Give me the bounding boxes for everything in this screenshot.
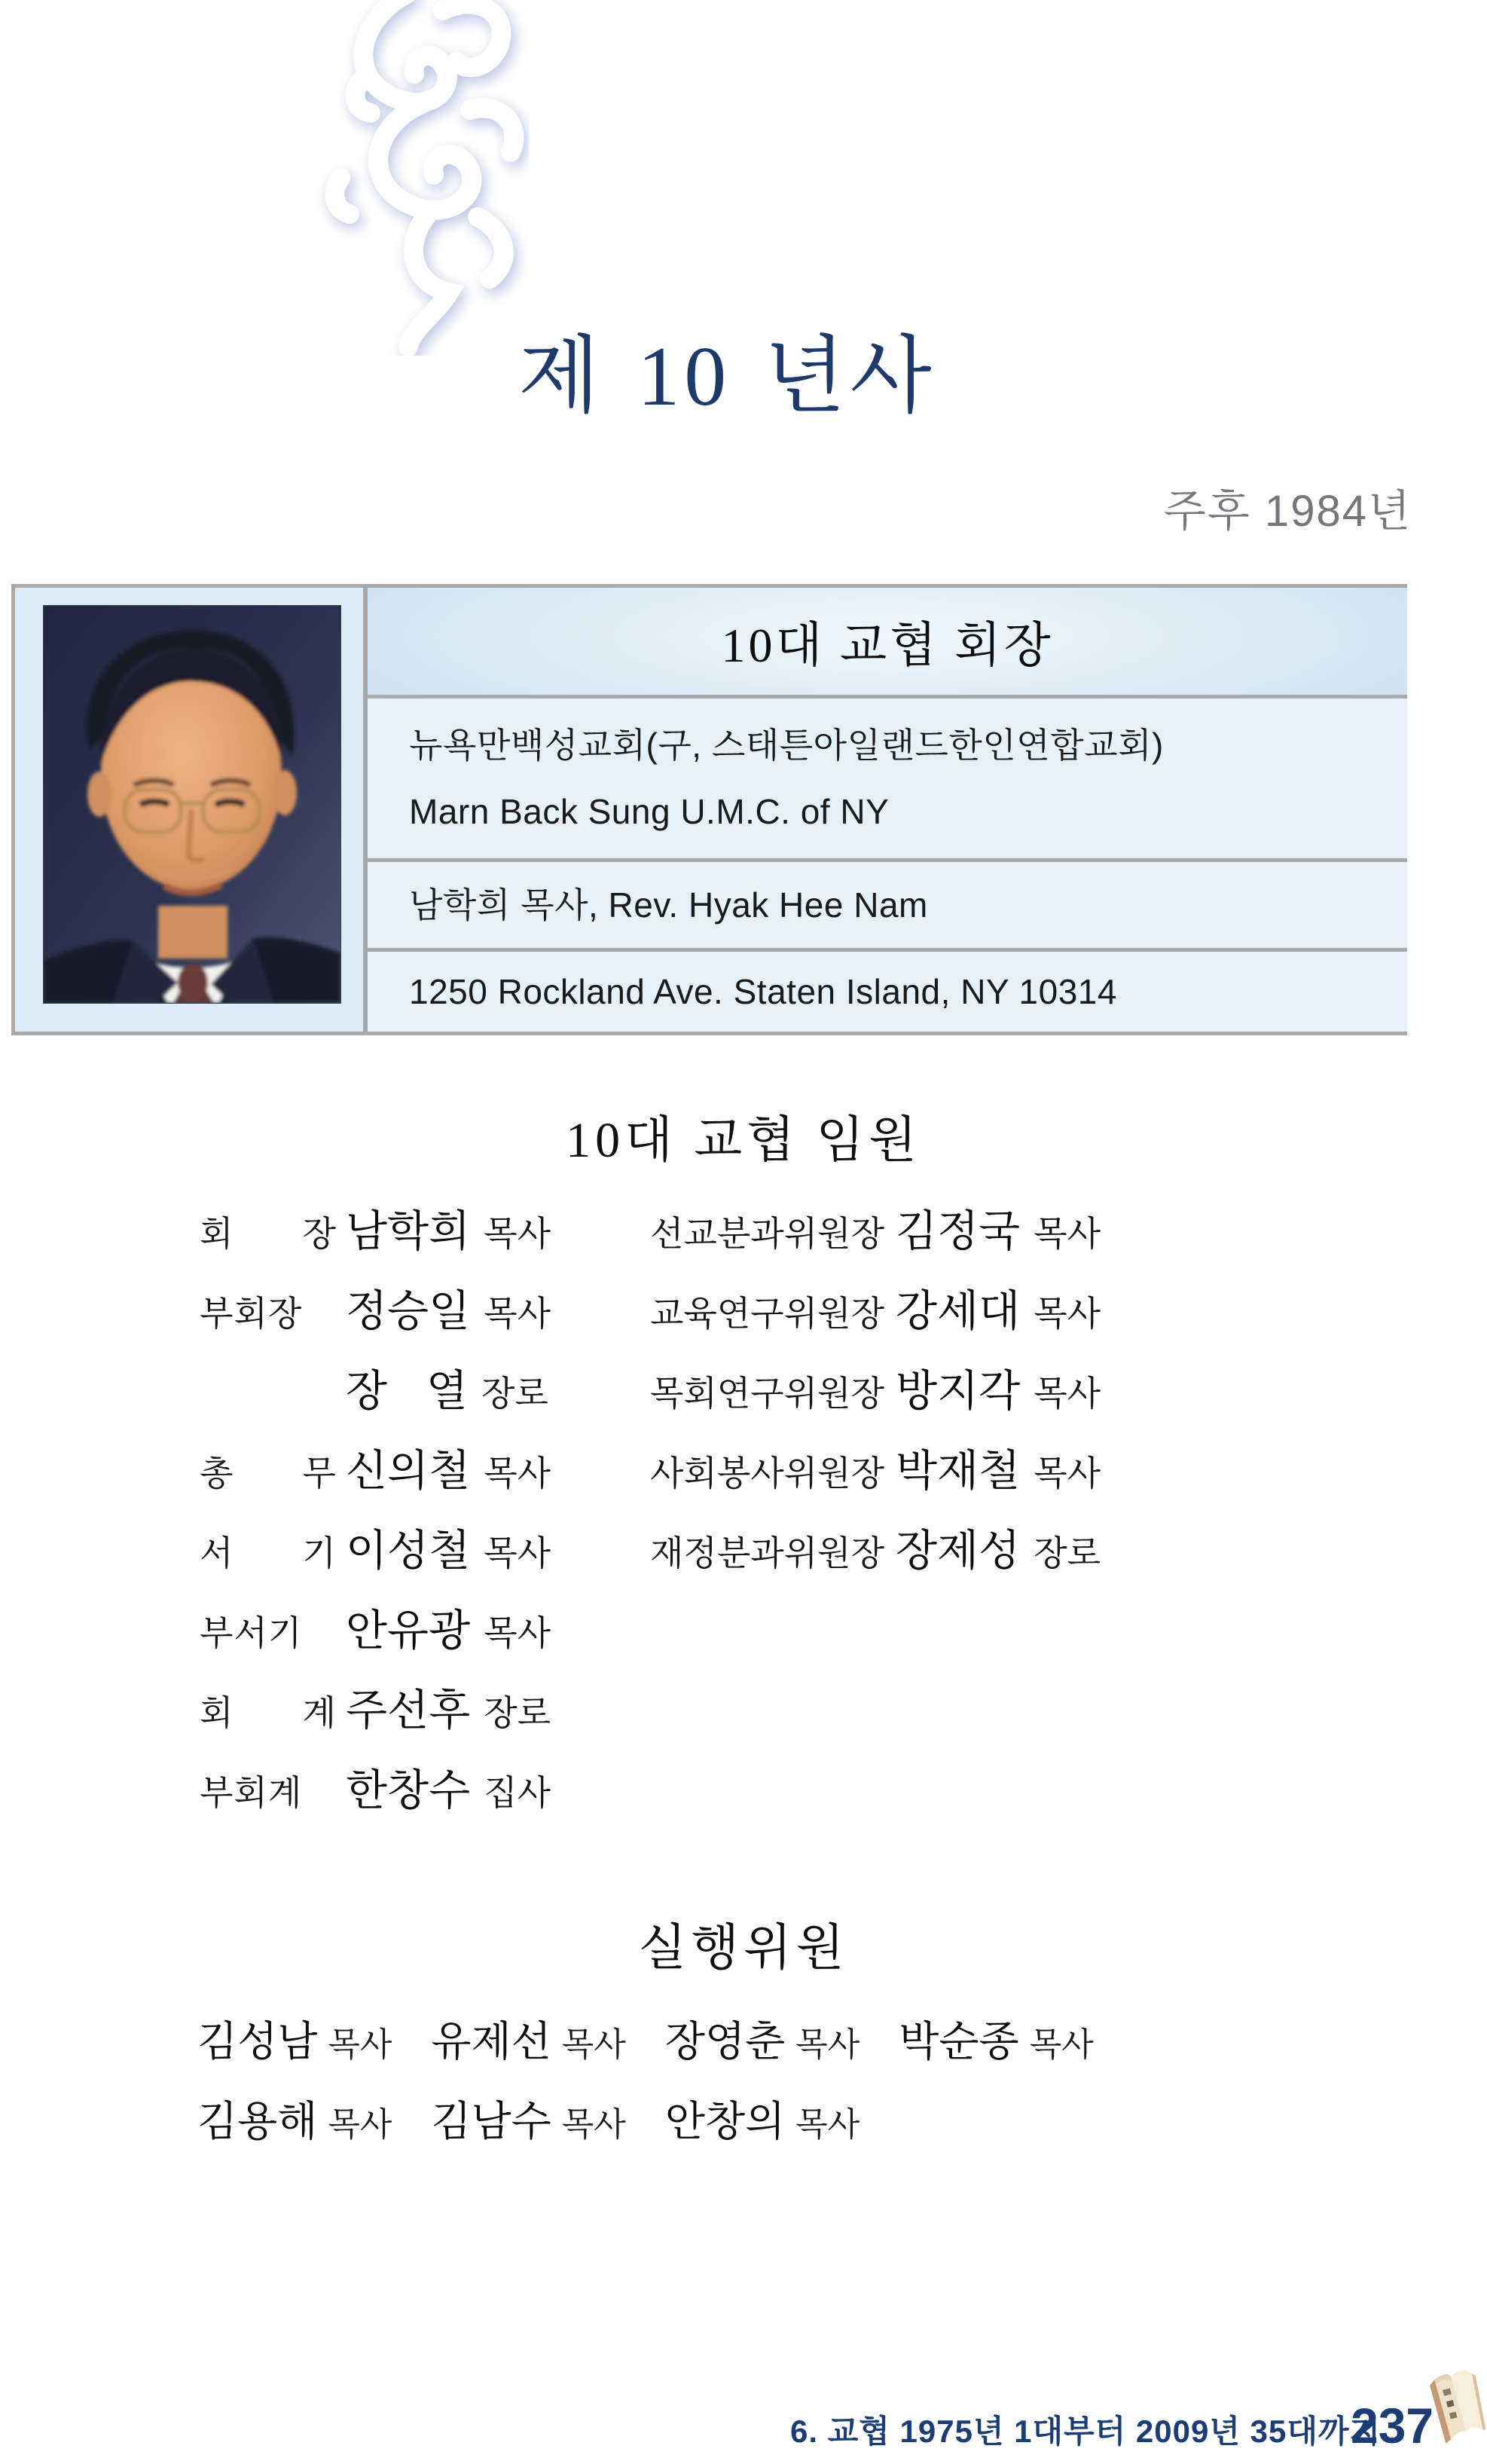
executive-section-title: 실행위원 [638,1921,849,1976]
officer-name: 신의철 [346,1448,471,1495]
officer-role: 부회장 [200,1294,303,1333]
pastor-name-cell [368,862,1407,948]
church-name-cell [368,699,1407,858]
member-suffix: 목사 [561,2106,626,2143]
church-name-english: Marn Back Sung U.M.C. of NY [409,792,890,831]
officer-name: 주선후 [346,1687,471,1735]
officer-suffix: 집사 [484,1774,551,1812]
officer-name: 장 열 [346,1368,468,1415]
president-info-column [368,588,1407,1032]
officer-role: 총 무 [200,1454,337,1493]
president-card [11,584,1407,1035]
year-subtitle: 주후 1984년 [1163,487,1412,536]
page-title: 제 10 년사 [518,330,936,424]
open-book-icon [1427,2365,1487,2449]
member-suffix: 목사 [1029,2026,1094,2063]
executive-member [197,2098,392,2149]
officer-row [200,1289,551,1337]
officer-suffix: 목사 [484,1295,551,1333]
member-suffix: 목사 [795,2026,860,2063]
officer-name: 이성철 [346,1527,471,1575]
footer-page-number: 237 [1351,2398,1434,2453]
member-name: 안창의 [664,2099,786,2145]
officers-section-title: 10대 교협 임원 [566,1113,921,1168]
officer-row [200,1528,551,1577]
officer-row [200,1448,551,1497]
officer-role: 서 기 [200,1533,337,1573]
officer-role: 선교분과위원장 [650,1214,885,1253]
executive-member [431,2098,625,2149]
president-photo [43,605,341,1004]
officer-name: 박재철 [896,1448,1021,1495]
officer-name: 한창수 [346,1767,471,1814]
executive-row [197,2018,1094,2069]
member-suffix: 목사 [328,2106,392,2143]
member-name: 김용해 [197,2099,318,2145]
member-name: 박순종 [899,2019,1019,2065]
officer-row [200,1209,551,1258]
officer-role: 회 장 [200,1214,337,1253]
member-suffix: 목사 [795,2106,860,2143]
executive-member [899,2018,1093,2069]
table-border-bottom [11,1032,1407,1035]
officer-suffix: 목사 [1034,1454,1101,1493]
officer-row [650,1528,1101,1577]
officer-row [650,1368,1101,1417]
member-suffix: 목사 [328,2026,392,2063]
footer-section-label: 6. 교협 1975년 1대부터 2009년 35대까지 [790,2414,1382,2449]
officer-name: 남학희 [346,1208,471,1255]
officer-name: 장제성 [896,1527,1021,1575]
president-card-header: 10대 교협 회장 [368,588,1407,695]
executive-member [431,2018,625,2069]
executive-member [665,2018,860,2069]
officer-name: 강세대 [896,1288,1021,1335]
member-suffix: 목사 [561,2026,626,2063]
address-cell [368,952,1407,1032]
officer-row [650,1448,1101,1497]
officer-suffix: 장로 [1034,1534,1101,1573]
officer-row [650,1209,1101,1258]
executive-member [197,2018,392,2069]
officer-role: 부회계 [200,1773,303,1812]
officer-suffix: 목사 [1034,1215,1101,1253]
officer-row [650,1289,1101,1337]
officer-role: 재정분과위원장 [650,1533,885,1573]
officer-suffix: 목사 [484,1534,551,1573]
officer-role: 교육연구위원장 [650,1294,885,1333]
officer-role: 목회연구위원장 [650,1374,885,1413]
officer-name: 안유광 [346,1607,471,1655]
executive-member [665,2098,860,2149]
officer-row [200,1368,548,1417]
church-name-korean: 뉴욕만백성교회(구, 스태튼아일랜드한인연합교회) [409,726,1164,765]
officer-row [200,1608,551,1657]
church-address: 1250 Rockland Ave. Staten Island, NY 10314 [409,972,1117,1011]
officer-role: 부서기 [200,1613,303,1652]
member-name: 유제선 [431,2019,551,2065]
member-name: 김성남 [197,2019,318,2065]
officer-suffix: 장로 [481,1374,548,1413]
officer-role: 회 계 [200,1693,337,1732]
officer-row [200,1688,551,1737]
officer-suffix: 장로 [484,1694,551,1732]
officer-name: 방지각 [896,1368,1021,1415]
officer-suffix: 목사 [1034,1374,1101,1413]
officer-suffix: 목사 [484,1215,551,1253]
executive-row [197,2098,860,2149]
officer-suffix: 목사 [484,1454,551,1493]
member-name: 김남수 [431,2099,551,2145]
officer-role: 사회봉사위원장 [650,1454,885,1493]
flourish-ornament [295,0,529,356]
member-name: 장영춘 [664,2019,786,2065]
officer-name: 김정국 [896,1208,1021,1255]
pastor-name-line: 남학희 목사, Rev. Hyak Hee Nam [409,885,928,925]
officer-row [200,1768,551,1817]
officer-suffix: 목사 [1034,1295,1101,1333]
photo-cell [15,588,363,1032]
officer-name: 정승일 [346,1288,471,1335]
officer-suffix: 목사 [484,1614,551,1652]
